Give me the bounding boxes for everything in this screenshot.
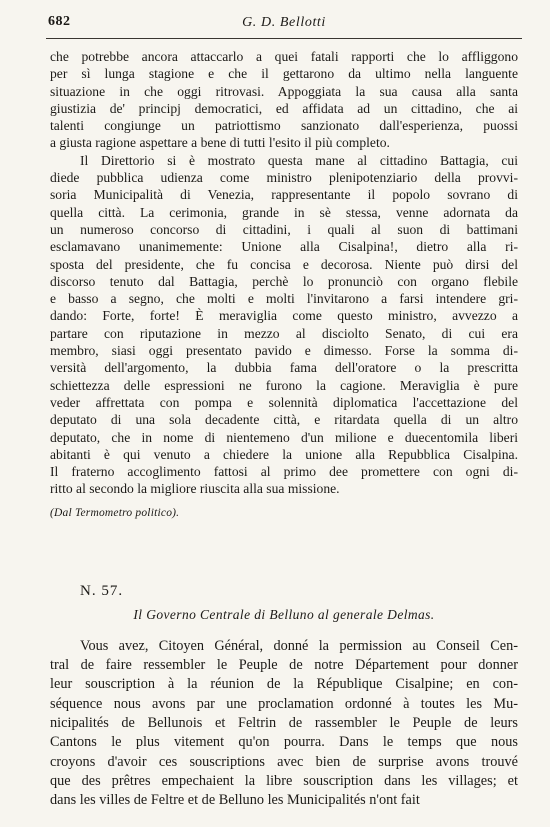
text-line: quella città. La cerimonia, grande in sè stessa, venne adornata da [50, 204, 518, 220]
header-rule [46, 38, 522, 39]
letter-text [50, 637, 518, 811]
text-line: deputato di una sola decadente città, e ritardata quella di un altro [50, 412, 518, 428]
text-line: nicipalités de Bellunois et Feltrin de rassembler le Peuple de leurs [50, 714, 518, 731]
source-citation: (Dal Termometro politico). [50, 506, 180, 519]
text-line: soria Municipalità di Venezia, rappresentante il popolo sovrano di [50, 187, 518, 203]
text-line: séquence nous avons par une proclamation ordonné à toutes les Mu- [50, 695, 518, 712]
text-line: Il Direttorio si è mostrato questa mane al cittadino Battagia, cui [80, 152, 518, 168]
text-line: versità dell'argomento, la dubbia fama dell'oratore o la prescritta [50, 360, 518, 376]
body-text [50, 48, 518, 810]
text-line: discorso tenuto dal Battagia, perchè lo pronunciò con organo flebile [50, 273, 518, 289]
text-line: sposta del presidente, che fu concisa e decorosa. Niente può dirsi del [50, 256, 518, 272]
text-line: diede pubblica udienza come ministro plenipotenziario della provvi- [50, 170, 518, 186]
text-line: talenti congiunge un patriottismo sanzionato dall'esperienza, puossi [50, 118, 518, 134]
text-line: situazione in che oggi ritrovasi. Appoggiata la sua causa alla santa [50, 83, 518, 99]
paragraph-2 [50, 152, 518, 498]
page-header [48, 14, 520, 36]
text-line: croyons d'avoir ces souscriptions avec bien de surprise avons trouvé [50, 753, 518, 770]
text-line: ritto al secondo la migliore riuscita alla sua missione. [50, 481, 340, 497]
text-line: dando: Forte, forte! È meraviglia come questo ministro, avvezzo a [50, 308, 518, 324]
text-line: que des prêtres empechaient la libre souscription dans les villages; et [50, 772, 518, 789]
text-line: dans les villes de Feltre et de Belluno les Municipalités n'ont fait [50, 792, 420, 809]
text-line: deputato, che in nome di nientemeno d'un milione e duecentomila liberi [50, 429, 518, 445]
text-line: partare con riputazione in mezzo al disciolto Senato, di cui era [50, 325, 518, 341]
text-line: leur souscription à la réunion de la République Cisalpine; en con- [50, 676, 518, 693]
text-line: e basso a segno, che molti e molti l'invitarono a farsi intendere gri- [50, 291, 518, 307]
text-line: veder affrettata con pompa e solennità diplomatica l'accettazione del [50, 394, 518, 410]
text-line: per sì lunga stagione e che il gettarono da ultimo nella languente [50, 66, 518, 82]
text-line: membro, siasi oggi presentato pavido e dimesso. Forse la somma di- [50, 343, 518, 359]
text-line: Vous avez, Citoyen Général, donné la permission au Conseil Cen- [80, 637, 518, 654]
text-line: Il fraterno accoglimento fattosi al primo dee promettere con ogni di- [50, 464, 518, 480]
text-line: Cantons le plus vitement qu'on pourra. Dans le temps que nous [50, 734, 518, 751]
running-head: G. D. Bellotti [242, 15, 326, 30]
text-line: tral de faire ressembler le Peuple de notre Département pour donner [50, 657, 518, 674]
text-line: che potrebbe ancora attaccarlo a quei fatali rapporti che lo affliggono [50, 49, 518, 64]
document-number: N. 57. [80, 582, 124, 599]
text-line: a giusta ragione aspettare a bene di tutti l'esito il più completo. [50, 135, 390, 151]
text-line: abitanti è qui venuto a chiedere la unione alla Repubblica Cisalpina. [50, 446, 518, 462]
text-line: schiettezza delle espressioni ne furono la cagione. Meraviglia è pure [50, 377, 518, 393]
paragraph-1 [50, 48, 518, 152]
document-title: Il Governo Centrale di Belluno al generale Delmas. [133, 606, 435, 622]
page-number: 682 [48, 14, 71, 29]
text-line: giustizia de' principj democratici, ed affidata ad un cittadino, che ai [50, 100, 518, 116]
text-line: un numeroso concorso di cittadini, i quali al suon di battimani [50, 221, 518, 237]
text-line: esclamavano unanimemente: Unione alla Cisalpina!, dietro alla ri- [50, 239, 518, 255]
